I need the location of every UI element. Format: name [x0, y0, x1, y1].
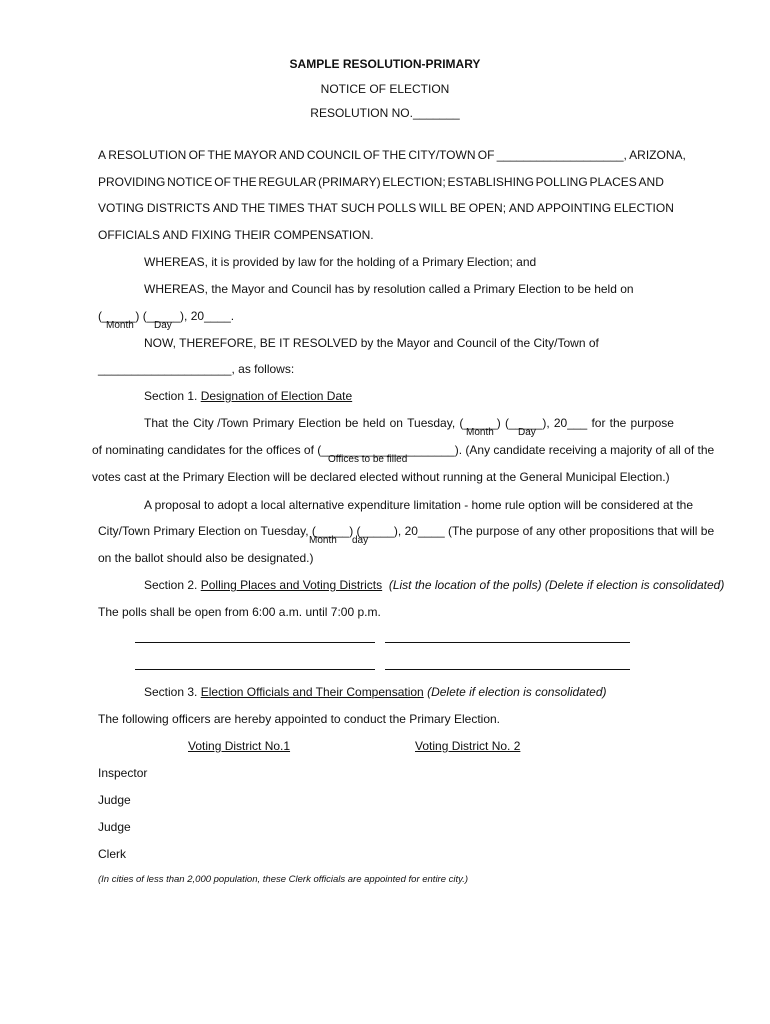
- polling-place-line-2: [385, 642, 630, 643]
- resolution-number: RESOLUTION NO._______: [310, 106, 460, 120]
- home-rule-day-label: day: [352, 535, 369, 546]
- polling-place-line-1: [135, 642, 375, 643]
- polling-place-line-3: [135, 669, 375, 670]
- word: REGULAR: [258, 175, 317, 189]
- word: Primary: [252, 416, 295, 430]
- role-judge-1: Judge: [98, 793, 131, 807]
- word: AND: [212, 201, 239, 215]
- home-rule-paragraph-line-1: A proposal to adopt a local alternative expenditure limitation - home rule option will be considered at the: [144, 498, 693, 512]
- section-1-label: Section 1.: [144, 389, 198, 403]
- word: purpose: [630, 416, 674, 430]
- voting-district-2-header: Voting District No. 2: [415, 739, 521, 753]
- word: AND: [638, 175, 664, 189]
- word: OF: [363, 148, 380, 162]
- word: APPOINTING: [537, 201, 612, 215]
- section-1-paragraph-line-1: [144, 416, 674, 430]
- word: THE: [232, 175, 257, 189]
- preamble-line-4: OFFICIALS AND FIXING THEIR COMPENSATION.: [98, 228, 374, 242]
- word: COUNCIL: [306, 148, 361, 162]
- preamble-line-3: [98, 201, 674, 215]
- word: DISTRICTS: [146, 201, 211, 215]
- polling-place-line-4: [385, 669, 630, 670]
- word: PROVIDING: [98, 175, 166, 189]
- word: PLACES: [589, 175, 637, 189]
- word: VOTING: [98, 201, 145, 215]
- word: That: [144, 416, 169, 430]
- word: BE: [449, 201, 466, 215]
- word: AND: [279, 148, 305, 162]
- word: (_____): [459, 416, 501, 430]
- home-rule-paragraph-line-3: on the ballot should also be designated.): [98, 551, 314, 565]
- word: ESTABLISHING: [447, 175, 534, 189]
- section-2-heading: [144, 578, 724, 592]
- role-inspector: Inspector: [98, 766, 148, 780]
- word: ELECTION: [613, 201, 674, 215]
- preamble-line-1: [98, 148, 686, 162]
- document-subtitle: NOTICE OF ELECTION: [320, 82, 450, 96]
- date-day-label: Day: [154, 320, 172, 331]
- section-2-title: Polling Places and Voting Districts: [200, 578, 383, 592]
- word: TIMES: [267, 201, 305, 215]
- city-town-blank: ____________________, as follows:: [98, 362, 295, 376]
- section-2-note: (List the location of the polls) (Delete if election is consolidated): [388, 578, 725, 592]
- word: OF: [214, 175, 231, 189]
- word: 20___: [553, 416, 588, 430]
- word: NOTICE: [167, 175, 213, 189]
- word: ELECTION;: [382, 175, 446, 189]
- officials-intro: The following officers are hereby appointed to conduct the Primary Election.: [98, 712, 500, 726]
- preamble-line-2: [98, 175, 664, 189]
- word: POLLS: [377, 201, 417, 215]
- section-1-month-label: Month: [466, 427, 494, 438]
- home-rule-month-label: Month: [309, 535, 337, 546]
- section-3-note: (Delete if election is consolidated): [427, 685, 607, 699]
- word: held: [362, 416, 386, 430]
- section-1-heading: [144, 389, 352, 403]
- section-2-label: Section 2.: [144, 578, 198, 592]
- word: WILL: [419, 201, 448, 215]
- word: CITY/TOWN: [408, 148, 476, 162]
- section-3-heading: [144, 685, 607, 699]
- voting-district-1-header: Voting District No.1: [188, 739, 291, 753]
- clerk-footnote: (In cities of less than 2,000 population, these Clerk officials are appointed for entire city.): [98, 874, 468, 885]
- word: OF: [477, 148, 495, 162]
- section-1-paragraph-line-2: of nominating candidates for the offices of (____________________). (Any candidate receiving a majority of all of the: [92, 443, 715, 457]
- section-1-day-label: Day: [518, 427, 536, 438]
- document-title: SAMPLE RESOLUTION-PRIMARY: [289, 57, 481, 71]
- word: ARIZONA,: [629, 148, 686, 162]
- date-month-label: Month: [106, 320, 134, 331]
- role-judge-2: Judge: [98, 820, 131, 834]
- section-1-title: Designation of Election Date: [200, 389, 353, 403]
- word: for: [591, 416, 606, 430]
- word: be: [345, 416, 359, 430]
- word: SUCH: [340, 201, 375, 215]
- word: the: [609, 416, 627, 430]
- word: City /Town: [193, 416, 249, 430]
- word: OF: [188, 148, 206, 162]
- word: THE: [382, 148, 407, 162]
- word: ___________________,: [496, 148, 627, 162]
- section-1-paragraph-line-3: votes cast at the Primary Election will be declared elected without running at the General Municipal Election.): [92, 470, 670, 484]
- whereas-clause-2: WHEREAS, the Mayor and Council has by resolution called a Primary Election to be held on: [144, 282, 634, 296]
- word: MAYOR: [233, 148, 277, 162]
- whereas-clause-1: WHEREAS, it is provided by law for the holding of a Primary Election; and: [144, 255, 537, 269]
- section-3-title: Election Officials and Their Compensation: [200, 685, 424, 699]
- word: AND: [508, 201, 535, 215]
- polls-hours-text: The polls shall be open from 6:00 a.m. until 7:00 p.m.: [98, 605, 381, 619]
- word: RESOLUTION: [108, 148, 187, 162]
- section-3-label: Section 3.: [144, 685, 198, 699]
- word: on: [389, 416, 403, 430]
- word: Tuesday,: [407, 416, 456, 430]
- word: POLLING: [535, 175, 588, 189]
- word: Election: [298, 416, 341, 430]
- word: A: [98, 148, 107, 162]
- word: OPEN;: [468, 201, 507, 215]
- word: THE: [207, 148, 232, 162]
- resolved-clause: NOW, THEREFORE, BE IT RESOLVED by the Mayor and Council of the City/Town of: [144, 336, 599, 350]
- word: (PRIMARY): [318, 175, 381, 189]
- home-rule-paragraph-line-2: City/Town Primary Election on Tuesday, (_____) (_____), 20____ (The purpose of any other propositions that will be: [98, 524, 715, 538]
- word: THAT: [307, 201, 338, 215]
- role-clerk: Clerk: [98, 847, 127, 861]
- word: the: [172, 416, 189, 430]
- election-date-blank: (_____) (_____), 20____.: [98, 309, 235, 323]
- offices-to-be-filled-label: Offices to be filled: [328, 454, 408, 465]
- word: (_____),: [504, 416, 550, 430]
- word: THE: [241, 201, 266, 215]
